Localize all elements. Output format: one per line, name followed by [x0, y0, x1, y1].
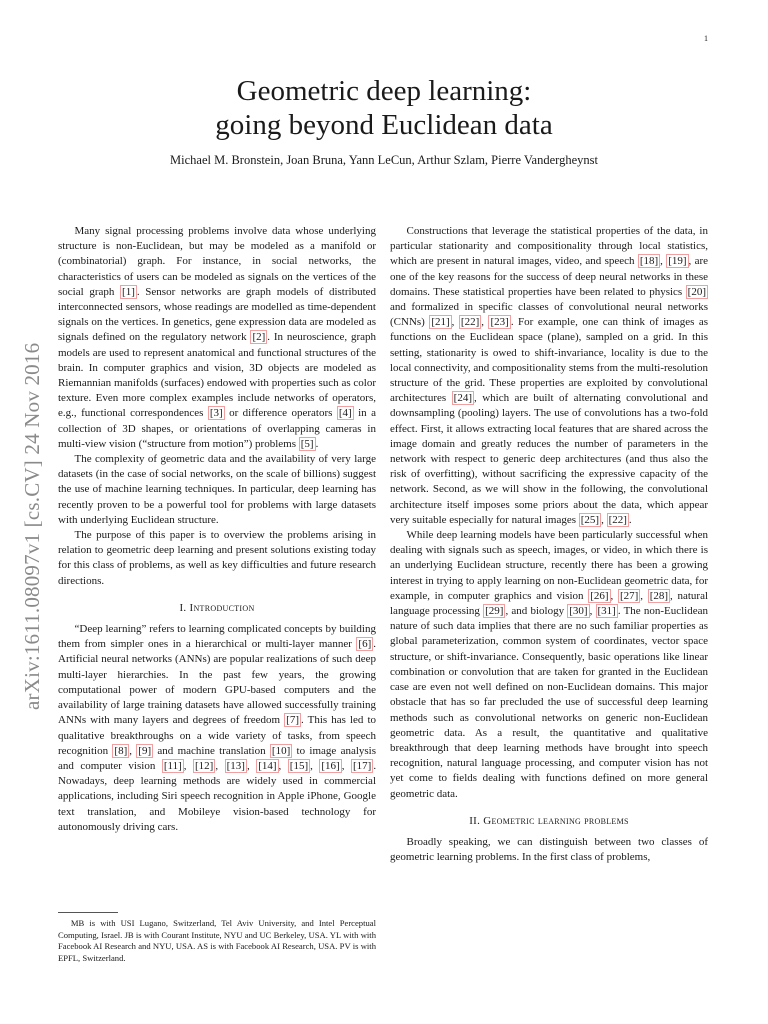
right-paragraph-1: Constructions that leverage the statistical properties of the data, in particular stationarity and compositionality through local statistics, which are present in natural images, video, and speech [18] , [19] , are one of the key reasons for the success of deep neural networks in these domains. These statistical properties have been related to physics [20] and formalized in specific classes of convolutional neural networks (CNNs) [21] , [22] , [23] . For example, one can think of images as functions on the Euclidean space (plane), sampled on a grid. In this setting, stationarity is owed to shift-invariance, locality is due to the local connectivity, and compositionality stems from the multi-resolution structure of the grid. These properties are exploited by convolutional architectures [24] , which are built of alternating convolutional and downsampling (pooling) layers. The use of convolutions has a two-fold effect. First, it allows extracting local features that are shared across the image domain and greatly reduces the number of parameters in the network with respect to generic deep architectures (and thus also the risk of overfitting), without sacrificing the expressive capacity of the network. Second, as we will show in the following, the convolutional architecture itself imposes some priors about the data, which appear very suitable especially for natural images [25] , [22] .: [390, 225, 709, 526]
text: While deep learning models have been particularly successful when dealing with signals such as speech, images, or video, in which there is an underlying Euclidean structure, recently there has been a growing interest in trying to apply learning on non-Euclidean geometric data, for example, in computer graphics and vision: [390, 529, 708, 602]
citation-link[interactable]: [1]: [122, 285, 135, 298]
intro-paragraph-2: The complexity of geometric data and the availability of very large datasets (in the case of social networks, on the scale of billions) suggest the use of machine learning techniques. In particular, deep learning has recently proven to be a powerful tool for problems with large datasets with underlying Euclidean structure.: [58, 453, 376, 526]
paper-title: [100, 74, 668, 142]
citation-link[interactable]: [29]: [485, 605, 504, 618]
right-column: [390, 224, 708, 865]
text: , are one of the key reasons for the success of deep neural networks in these domains. These statistical properties have been related to physics: [390, 255, 709, 298]
text: , which are built of alternating convolutional and downsampling (pooling) layers. The use of convolutions has a two-fold effect. First, it allows extracting local features that are shared across the image domain and greatly reduces the number of parameters in the network with respect to generic deep architectures (and thus also the risk of overfitting), without sacrificing the expressive capacity of the network. Second, as we will show in the following, the convolutional architecture itself imposes some priors about the data, which appear very suitable especially for natural images: [390, 392, 708, 526]
citation-link[interactable]: [21]: [431, 316, 450, 329]
text: , natural language processing: [390, 589, 709, 618]
citation-link[interactable]: [22]: [608, 513, 627, 526]
text: ,: [129, 744, 137, 757]
intro-paragraph-1: [58, 224, 376, 452]
citation-link[interactable]: [8]: [114, 744, 128, 757]
text: Constructions that leverage the statistical properties of the data, in particular stationarity and compositionality through local statistics, which are present in natural images, video, and speech: [390, 225, 708, 268]
text: , and biology: [505, 605, 568, 618]
author-list: Michael M. Bronstein, Joan Bruna, Yann LeCun, Arthur Szlam, Pierre Vandergheynst: [170, 153, 598, 167]
text: to image analysis and computer vision: [58, 744, 377, 772]
text: or difference operators: [224, 407, 337, 420]
arxiv-id: arXiv:1611.08097v1 [cs.CV] 24 Nov 2016: [20, 342, 44, 710]
arxiv-identifier-stamp: [20, 262, 44, 710]
text: . The non-Euclidean nature of such data implies that there are no such familiar properties as global parameterization, common system of coordinates, vector space structure, or shift-invariance. Consequently, basic operations like linear combination or convolution that are taken for granted in the Euclidean case are even not well defined on non-Euclidean domains. This major obstacle that has so far precluded the use of successful deep learning methods such as convolutional networks on generic non-Euclidean geometric data. As a result, the quantitative and qualitative breakthrough that deep learning methods have brought into speech recognition, natural language processing, and computer vision has not yet come to fields dealing with functions defined on more general geometric data.: [390, 605, 709, 800]
page-number: 1: [704, 34, 708, 43]
citation-link[interactable]: [22]: [460, 316, 480, 329]
citation-link[interactable]: [10]: [271, 744, 291, 757]
section-heading-geometric-learning-problems: [390, 814, 708, 829]
citation-link[interactable]: [30]: [569, 605, 588, 618]
footnote-divider: [58, 912, 118, 913]
author-affiliation-footnote: MB is with USI Lugano, Switzerland, Tel Aviv University, and Intel Perceptual Computing, Israel. JB is with Courant Institute, NYU and UC Berkeley, USA. YL with with Facebook AI Research and NYU, USA. AS is with Facebook AI Research, USA. PV is with EPFL, Switzerland.: [58, 918, 376, 963]
citation-link[interactable]: [13]: [226, 759, 245, 772]
citation-link[interactable]: [14]: [258, 759, 277, 772]
citation-link[interactable]: [6]: [358, 638, 372, 651]
title-line-1: Geometric deep learning:: [236, 75, 532, 107]
section-title: Geometric learning problems: [483, 814, 629, 827]
text: and machine translation: [153, 744, 270, 757]
text: . Nowadays, deep learning methods are widely used in commercial applications, including Siri speech recognition in Apple iPhone, Google text translation, and Mobileye vision-based technology for autonomously driving cars.: [58, 759, 377, 833]
intro-paragraph-3: The purpose of this paper is to overview the problems arising in relation to geometric deep learning and present solutions existing today for this class of problems, as well as key difficulties and future research directions.: [58, 529, 376, 587]
citation-link[interactable]: [9]: [138, 744, 152, 757]
citation-link[interactable]: [31]: [597, 605, 616, 618]
title-line-2: going beyond Euclidean data: [215, 109, 553, 141]
citation-link[interactable]: [23]: [490, 316, 509, 329]
citation-link[interactable]: [17]: [352, 759, 372, 772]
citation-link[interactable]: [18]: [639, 255, 659, 268]
citation-link[interactable]: [19]: [668, 255, 687, 268]
citation-link[interactable]: [4]: [338, 407, 352, 420]
section-heading-introduction: [58, 601, 376, 616]
section-number: II.: [469, 814, 481, 827]
text: . Sensor networks are graph models of distributed interconnected sensors, whose readings are modelled as time-dependent signals on the vertices. In genetics, gene expression data are modeled as signals defined on the regulatory network: [58, 285, 377, 344]
citation-link[interactable]: [7]: [286, 714, 299, 727]
citation-link[interactable]: [24]: [453, 392, 472, 405]
right-paragraph-2: While deep learning models have been particularly successful when dealing with signals such as speech, images, or video, in which there is an underlying Euclidean structure, recently there has been a growing interest in trying to apply learning on non-Euclidean geometric data, for example, in computer graphics and vision [26] , [27] , [28] , natural language processing [29] , and biology [30] , [31] . The non-Euclidean nature of such data implies that there are no such familiar properties as global parameterization, common system of coordinates, vector space structure, or shift-invariance. Consequently, basic operations like linear combination or convolution that are taken for granted in the Euclidean case are even not well defined on non-Euclidean domains. This major obstacle that has so far precluded the use of successful deep learning methods such as convolutional networks on generic non-Euclidean geometric data. As a result, the quantitative and qualitative breakthrough that deep learning methods have brought into speech recognition, natural language processing, and computer vision has not yet come to fields dealing with functions defined on more general geometric data.: [390, 529, 709, 800]
citation-link[interactable]: [16]: [321, 759, 340, 772]
citation-link[interactable]: [11]: [163, 759, 182, 772]
citation-link[interactable]: [20]: [687, 285, 706, 298]
citation-link[interactable]: [26]: [590, 589, 609, 602]
text: and formalized in specific classes of convolutional neural networks (CNNs): [390, 301, 708, 329]
citation-link[interactable]: [28]: [649, 589, 669, 602]
text: . This has led to qualitative breakthroughs on a wide variety of tasks, from speech recognition: [58, 714, 376, 757]
section-number: I.: [179, 601, 187, 614]
text: . Artificial neural networks (ANNs) are popular realizations of such deep multi-layer hierarchies. In the past few years, the growing computational power of modern GPU-based computers and the availability of large training datasets have allowed successfully training ANNs with many layers and degrees of freedom: [58, 638, 376, 727]
introduction-paragraph-1: “Deep learning” refers to learning complicated concepts by building them from simpler ones in a hierarchical or multi-layer manner [6] . Artificial neural networks (ANNs) are popular realizations of such deep multi-layer hierarchies. In the past few years, the growing computational power of modern GPU-based computers and the availability of large training datasets have allowed successfully training ANNs with many layers and degrees of freedom [7] . This has led to qualitative breakthroughs on a wide variety of tasks, from speech recognition [8] , [9] and machine translation [10] to image analysis and computer vision [11] , [12] , [13] , [14] , [15] , [16] , [17] . Nowadays, deep learning methods are widely used in commercial applications, including Siri speech recognition in Apple iPhone, Google text translation, and Mobileye vision-based technology for autonomously driving cars.: [58, 623, 377, 833]
text: . For example, one can think of images as functions on the Euclidean space (plane), sampled on a grid. In this setting, stationarity is owed to shift-invariance, locality is due to the local connectivity, and compositionality stems from the multi-resolution structure of the grid. These properties are exploited by convolutional architectures: [390, 316, 709, 405]
text: . In neuroscience, graph models are used to represent anatomical and functional structures of the brain. In computer graphics and vision, 3D objects are modeled as Riemannian manifolds (surfaces) endowed with properties such as color texture. Even more complex examples include networks of operators, e.g., functional correspondences: [58, 331, 376, 420]
citation-link[interactable]: [25]: [580, 513, 600, 526]
citation-link[interactable]: [12]: [195, 759, 214, 772]
section-title: Introduction: [189, 601, 255, 614]
text: .: [628, 513, 632, 526]
citation-link[interactable]: [27]: [619, 589, 639, 602]
text: “Deep learning” refers to learning complicated concepts by building them from simpler ones in a hierarchical or multi-layer manner: [58, 623, 376, 651]
citation-link[interactable]: [2]: [252, 331, 266, 344]
citation-link[interactable]: [15]: [289, 759, 309, 772]
left-column: [58, 224, 376, 835]
text: .: [315, 437, 319, 450]
citation-link[interactable]: [3]: [209, 407, 223, 420]
text: in a collection of 3D shapes, or orientations of overlapping cameras in multi-view vision (“structure from motion”) problems: [58, 407, 376, 450]
citation-link[interactable]: [5]: [300, 437, 314, 450]
right-paragraph-3: Broadly speaking, we can distinguish between two classes of geometric learning problems. In the first class of problems,: [390, 835, 708, 864]
text: Many signal processing problems involve data whose underlying structure is non-Euclidean, but may be modeled as a manifold or (combinatorial) graph. For instance, in social networks, the characteristics of users can be modeled as signals on the vertices of the social graph: [58, 225, 376, 298]
